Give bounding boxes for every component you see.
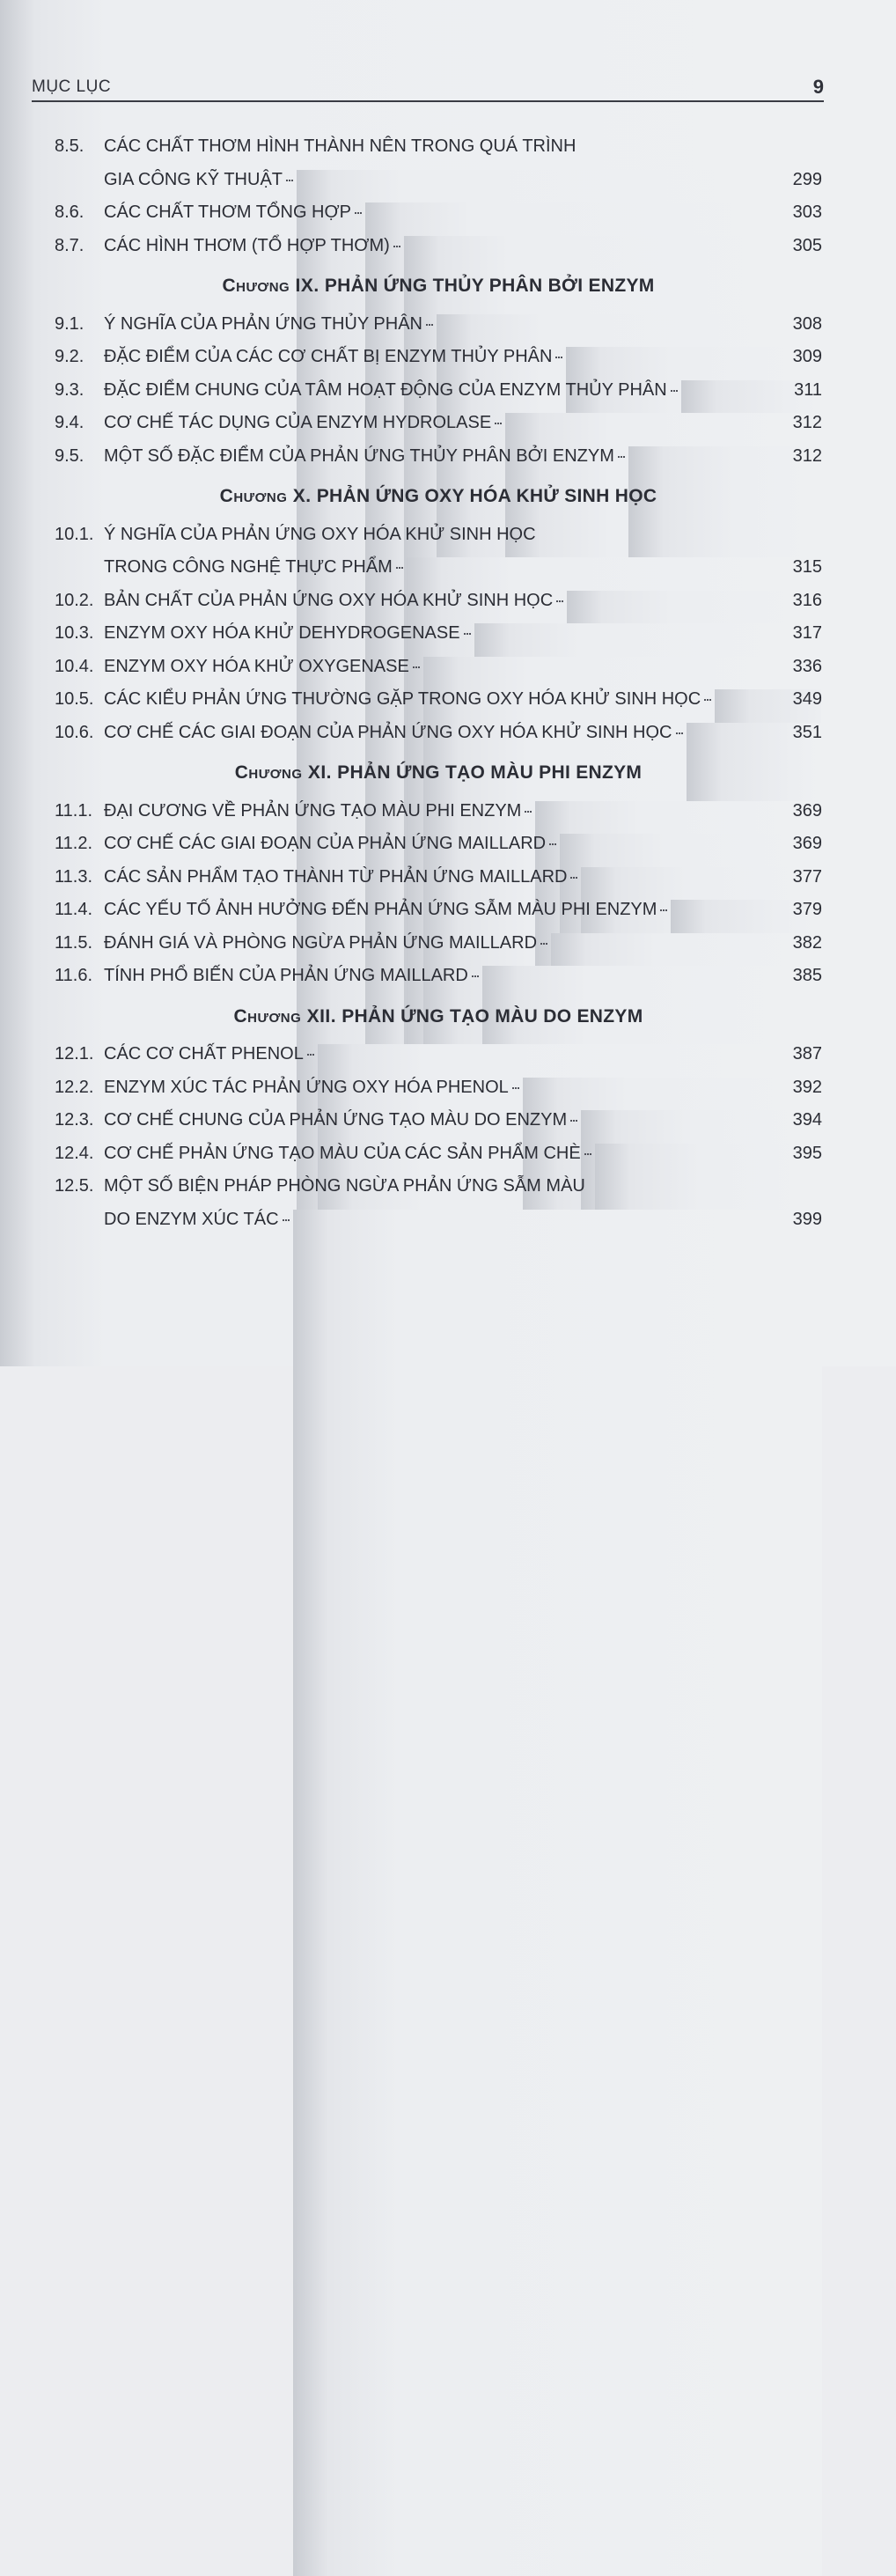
toc-entry-number: 12.5. (55, 1176, 94, 1196)
toc-entry-page: 312 (505, 413, 822, 1779)
toc-entry-line (104, 525, 822, 545)
page-number: 9 (812, 76, 824, 98)
toc-entry[interactable] (55, 1176, 822, 1242)
chapter-title: PHẢN ỨNG THỦY PHÂN BỞI ENZYM (324, 276, 655, 296)
toc-entry-number: 9.5. (55, 445, 84, 466)
dot-leader (570, 1119, 577, 1122)
toc-entry[interactable] (55, 966, 822, 999)
toc-entry-title: ENZYM OXY HÓA KHỬ DEHYDROGENASE (104, 623, 460, 643)
toc-entry-title: CÁC CHẤT THƠM TỔNG HỢP (104, 202, 351, 222)
toc-entry-page: 369 (560, 834, 822, 2200)
toc-entry-page: 311 (681, 380, 822, 1747)
header-title: MỤC LỤC (32, 77, 112, 96)
dot-leader (549, 843, 556, 845)
toc-entry[interactable] (55, 591, 822, 624)
toc-entry-page: 303 (365, 202, 822, 1569)
toc-entry-title: CƠ CHẾ CÁC GIAI ĐOẠN CỦA PHẢN ỨNG MAILLARD (104, 834, 547, 853)
toc-entry-number: 12.1. (55, 1044, 94, 1064)
dot-leader (307, 1053, 314, 1056)
toc-entry[interactable] (55, 900, 822, 933)
toc-entry[interactable] (55, 236, 822, 269)
dot-leader (584, 1152, 591, 1155)
toc-entry-title: ENZYM XÚC TÁC PHẢN ỨNG OXY HÓA PHENOL (104, 1077, 509, 1097)
dot-leader (393, 245, 400, 247)
toc-entry-number: 11.6. (55, 966, 92, 985)
toc-entry-number: 10.3. (55, 623, 94, 643)
toc-entry-page: 336 (423, 657, 822, 2023)
toc-entry-page: 308 (437, 314, 822, 1681)
toc-entry-number: 11.5. (55, 932, 92, 953)
chapter-heading (55, 276, 822, 297)
chapter-heading (55, 762, 822, 784)
toc-entry-title: TÍNH PHỔ BIẾN CỦA PHẢN ỨNG MAILLARD (104, 966, 468, 985)
chapter-title: PHẢN ỨNG TẠO MÀU PHI ENZYM (337, 762, 643, 783)
dot-leader (540, 942, 547, 945)
dot-leader (618, 455, 625, 458)
dot-leader (556, 600, 563, 602)
toc-entry-page: 316 (567, 591, 822, 1957)
dot-leader (570, 876, 577, 879)
toc-entry-number: 10.4. (55, 656, 94, 676)
dot-leader (671, 389, 678, 392)
toc-entry-number: 9.3. (55, 379, 84, 400)
toc-entry-number: 11.2. (55, 834, 92, 853)
toc-entry-page: 369 (535, 801, 822, 2168)
toc-entry-title: ĐẠI CƯƠNG VỀ PHẢN ỨNG TẠO MÀU PHI ENZYM (104, 800, 522, 821)
toc-entry-page: 377 (581, 867, 822, 2234)
toc-entry-page: 379 (671, 900, 822, 2266)
dot-leader (704, 698, 711, 701)
toc-entry-page: 399 (293, 1210, 822, 2576)
toc-entry[interactable] (55, 723, 822, 756)
toc-entry-title: CƠ CHẾ TÁC DỤNG CỦA ENZYM HYDROLASE (104, 413, 492, 432)
toc-entry-title: CƠ CHẾ CÁC GIAI ĐOẠN CỦA PHẢN ỨNG OXY HÓA KHỬ SINH HỌC (104, 722, 672, 742)
toc-entry-title: TRONG CÔNG NGHỆ THỰC PHẨM (104, 557, 393, 577)
toc-entry-page: 315 (407, 557, 822, 1924)
toc-entry-line (104, 1176, 822, 1196)
toc-entry[interactable] (55, 1144, 822, 1177)
chapter-label: Chương XI. (234, 762, 333, 783)
toc-entry-number: 12.2. (55, 1077, 94, 1097)
toc-entry-page: 382 (551, 933, 822, 2300)
toc-entry-title: MỘT SỐ ĐẶC ĐIỂM CỦA PHẢN ỨNG THỦY PHÂN BỞI ENZYM (104, 445, 614, 466)
toc-entry[interactable] (55, 689, 822, 723)
chapter-label: Chương XII. (233, 1005, 337, 1027)
dot-leader (355, 211, 362, 214)
toc-entry-number: 10.5. (55, 689, 94, 709)
toc-entry-number: 10.2. (55, 590, 94, 610)
toc-entry[interactable] (55, 525, 822, 591)
toc-entry-number: 12.4. (55, 1143, 94, 1163)
toc-entry-line (104, 136, 822, 157)
dot-leader (283, 1218, 290, 1221)
toc-entry-number: 12.3. (55, 1110, 94, 1130)
toc-entry-number: 8.7. (55, 235, 84, 255)
toc-entry-page: 351 (687, 723, 823, 2089)
toc-entry-page: 312 (628, 446, 822, 1813)
dot-leader (413, 666, 420, 668)
toc-entry-title: ĐẶC ĐIỂM CỦA CÁC CƠ CHẤT BỊ ENZYM THỦY PHÂN (104, 347, 553, 366)
toc-entry[interactable] (55, 347, 822, 380)
toc-entry-title: CƠ CHẾ CHUNG CỦA PHẢN ỨNG TẠO MÀU DO ENZYM (104, 1110, 568, 1130)
toc-entry-number: 9.1. (55, 313, 84, 334)
toc-entry-title: ĐÁNH GIÁ VÀ PHÒNG NGỪA PHẢN ỨNG MAILLARD (104, 932, 538, 953)
toc-entry[interactable] (55, 1044, 822, 1078)
dot-leader (512, 1086, 519, 1089)
toc-entry-page: 349 (715, 689, 822, 2056)
toc-entry-page: 299 (297, 170, 822, 1536)
toc-entry[interactable] (55, 834, 822, 867)
toc-entry[interactable] (55, 801, 822, 835)
toc-entry[interactable] (55, 867, 822, 901)
chapter-heading (55, 486, 822, 507)
toc-entry[interactable] (55, 413, 822, 446)
toc-entry[interactable] (55, 136, 822, 202)
toc-entry[interactable] (55, 1110, 822, 1144)
toc-entry[interactable] (55, 380, 822, 414)
toc-entry[interactable] (55, 202, 822, 236)
chapter-title: PHẢN ỨNG TẠO MÀU DO ENZYM (342, 1005, 643, 1027)
toc-entry-page: 394 (581, 1110, 822, 2477)
toc-entry[interactable] (55, 1078, 822, 1111)
dot-leader (495, 422, 502, 424)
toc-entry-page: 385 (482, 966, 822, 2332)
toc-entry-title: CÁC YẾU TỐ ẢNH HƯỞNG ĐẾN PHẢN ỨNG SẪM MÀU PHI ENZYM (104, 900, 657, 919)
page-header (32, 74, 824, 102)
toc-entry-title: MỘT SỐ BIỆN PHÁP PHÒNG NGỪA PHẢN ỨNG SẪM MÀU (104, 1176, 585, 1196)
toc-entry-number: 10.1. (55, 524, 94, 544)
chapter-heading (55, 1006, 822, 1027)
toc-entry-number: 10.6. (55, 722, 94, 742)
toc-entry-number: 9.2. (55, 347, 84, 366)
toc-entry-page: 392 (523, 1078, 822, 2444)
toc-entry-title: CÁC HÌNH THƠM (TỔ HỢP THƠM) (104, 235, 390, 255)
toc-entry-number: 8.5. (55, 136, 84, 156)
toc-entry-page: 395 (595, 1144, 822, 2510)
toc-entry-title: CƠ CHẾ PHẢN ỨNG TẠO MÀU CỦA CÁC SẢN PHẨM CHÈ (104, 1143, 581, 1163)
dot-leader (396, 566, 403, 569)
toc-entry-title: ENZYM OXY HÓA KHỬ OXYGENASE (104, 656, 409, 676)
toc-entry-page: 317 (474, 623, 822, 1990)
toc-entry-title: CÁC CHẤT THƠM HÌNH THÀNH NÊN TRONG QUÁ TRÌNH (104, 136, 577, 156)
toc-entry-title: GIA CÔNG KỸ THUẬT (104, 169, 283, 189)
dot-leader (286, 179, 293, 181)
toc-entry[interactable] (55, 623, 822, 657)
dot-leader (555, 356, 562, 358)
dot-leader (525, 810, 532, 813)
toc-entry[interactable] (55, 933, 822, 967)
toc-entry-page: 305 (404, 236, 822, 1602)
toc-entry-title: CÁC KIỂU PHẢN ỨNG THƯỜNG GẶP TRONG OXY HÓA KHỬ SINH HỌC (104, 689, 701, 709)
toc-entry[interactable] (55, 657, 822, 690)
toc-entry-title: ĐẶC ĐIỂM CHUNG CỦA TÂM HOẠT ĐỘNG CỦA ENZYM THỦY PHÂN (104, 379, 667, 400)
toc-entry-title: Ý NGHĨA CỦA PHẢN ỨNG OXY HÓA KHỬ SINH HỌC (104, 524, 536, 544)
toc-entry-page: 387 (318, 1044, 822, 2410)
toc-entry-title: CÁC CƠ CHẤT PHENOL (104, 1044, 304, 1064)
toc-entry-page: 309 (566, 347, 822, 1713)
dot-leader (472, 975, 479, 977)
chapter-label: Chương X. (219, 486, 312, 506)
toc-entry-title: Ý NGHĨA CỦA PHẢN ỨNG THỦY PHÂN (104, 313, 422, 334)
toc-entry-title: BẢN CHẤT CỦA PHẢN ỨNG OXY HÓA KHỬ SINH HỌC (104, 590, 554, 610)
toc-entry-number: 11.3. (55, 866, 92, 887)
dot-leader (676, 732, 683, 734)
toc-entry[interactable] (55, 314, 822, 348)
dot-leader (426, 323, 433, 326)
toc-entry-number: 8.6. (55, 202, 84, 222)
toc-entry-number: 9.4. (55, 413, 84, 432)
dot-leader (660, 909, 667, 911)
chapter-title: PHẢN ỨNG OXY HÓA KHỬ SINH HỌC (316, 486, 657, 506)
chapter-label: Chương IX. (222, 276, 319, 296)
dot-leader (464, 632, 471, 635)
toc-entry-number: 11.4. (55, 900, 92, 919)
toc-entry-line (104, 1210, 822, 2576)
toc-entry-title: CÁC SẢN PHẨM TẠO THÀNH TỪ PHẢN ỨNG MAILLARD (104, 866, 568, 887)
toc-entry[interactable] (55, 446, 822, 480)
toc-entry-number: 11.1. (55, 800, 92, 821)
toc-entry-title: DO ENZYM XÚC TÁC (104, 1209, 279, 1229)
